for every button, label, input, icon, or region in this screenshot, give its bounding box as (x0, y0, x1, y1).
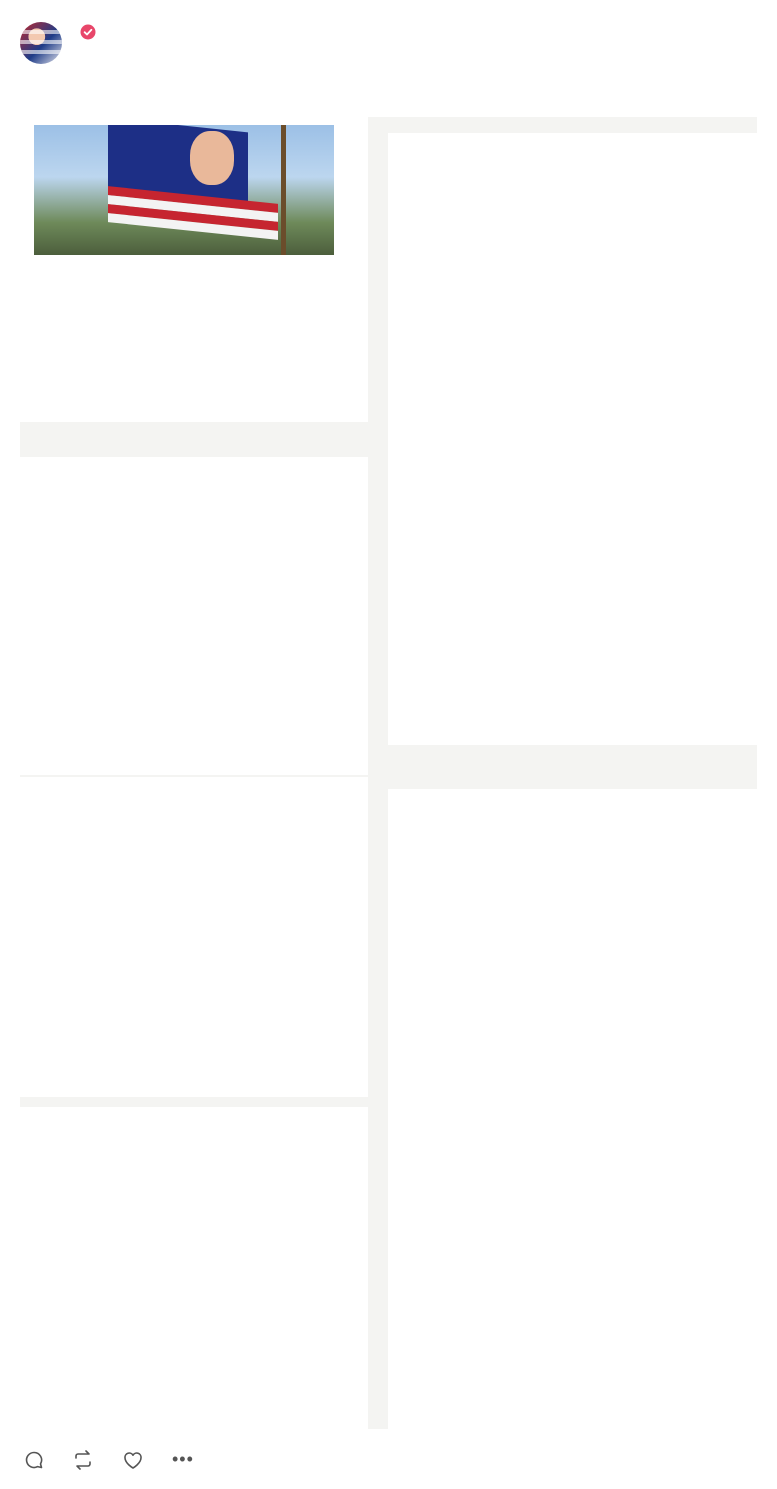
article-right-column-top (388, 133, 757, 745)
page-2-body (34, 463, 354, 470)
article-page-2 (20, 457, 368, 775)
like-button[interactable] (122, 1450, 150, 1470)
more-options-button[interactable] (172, 1449, 194, 1470)
page-1-body (34, 299, 354, 306)
retruth-button[interactable] (72, 1450, 100, 1470)
attached-article-image[interactable] (20, 117, 757, 1429)
author-name-row (74, 24, 96, 40)
article-page-4 (20, 1107, 368, 1429)
article-page-3 (20, 777, 368, 1097)
more-options-icon: ••• (172, 1449, 194, 1469)
post-actions (24, 1449, 216, 1470)
article-photo (34, 125, 334, 255)
avatar[interactable] (20, 22, 62, 64)
page-3-body (34, 777, 354, 784)
retruth-icon (72, 1450, 94, 1470)
reply-icon (24, 1450, 44, 1470)
page-4-body (34, 1123, 354, 1130)
article-page-1 (20, 117, 368, 422)
article-right-column-bottom (388, 789, 757, 1429)
reply-button[interactable] (24, 1450, 50, 1470)
heart-icon (122, 1450, 144, 1470)
verified-badge-icon (80, 24, 96, 40)
post-header (20, 20, 757, 66)
